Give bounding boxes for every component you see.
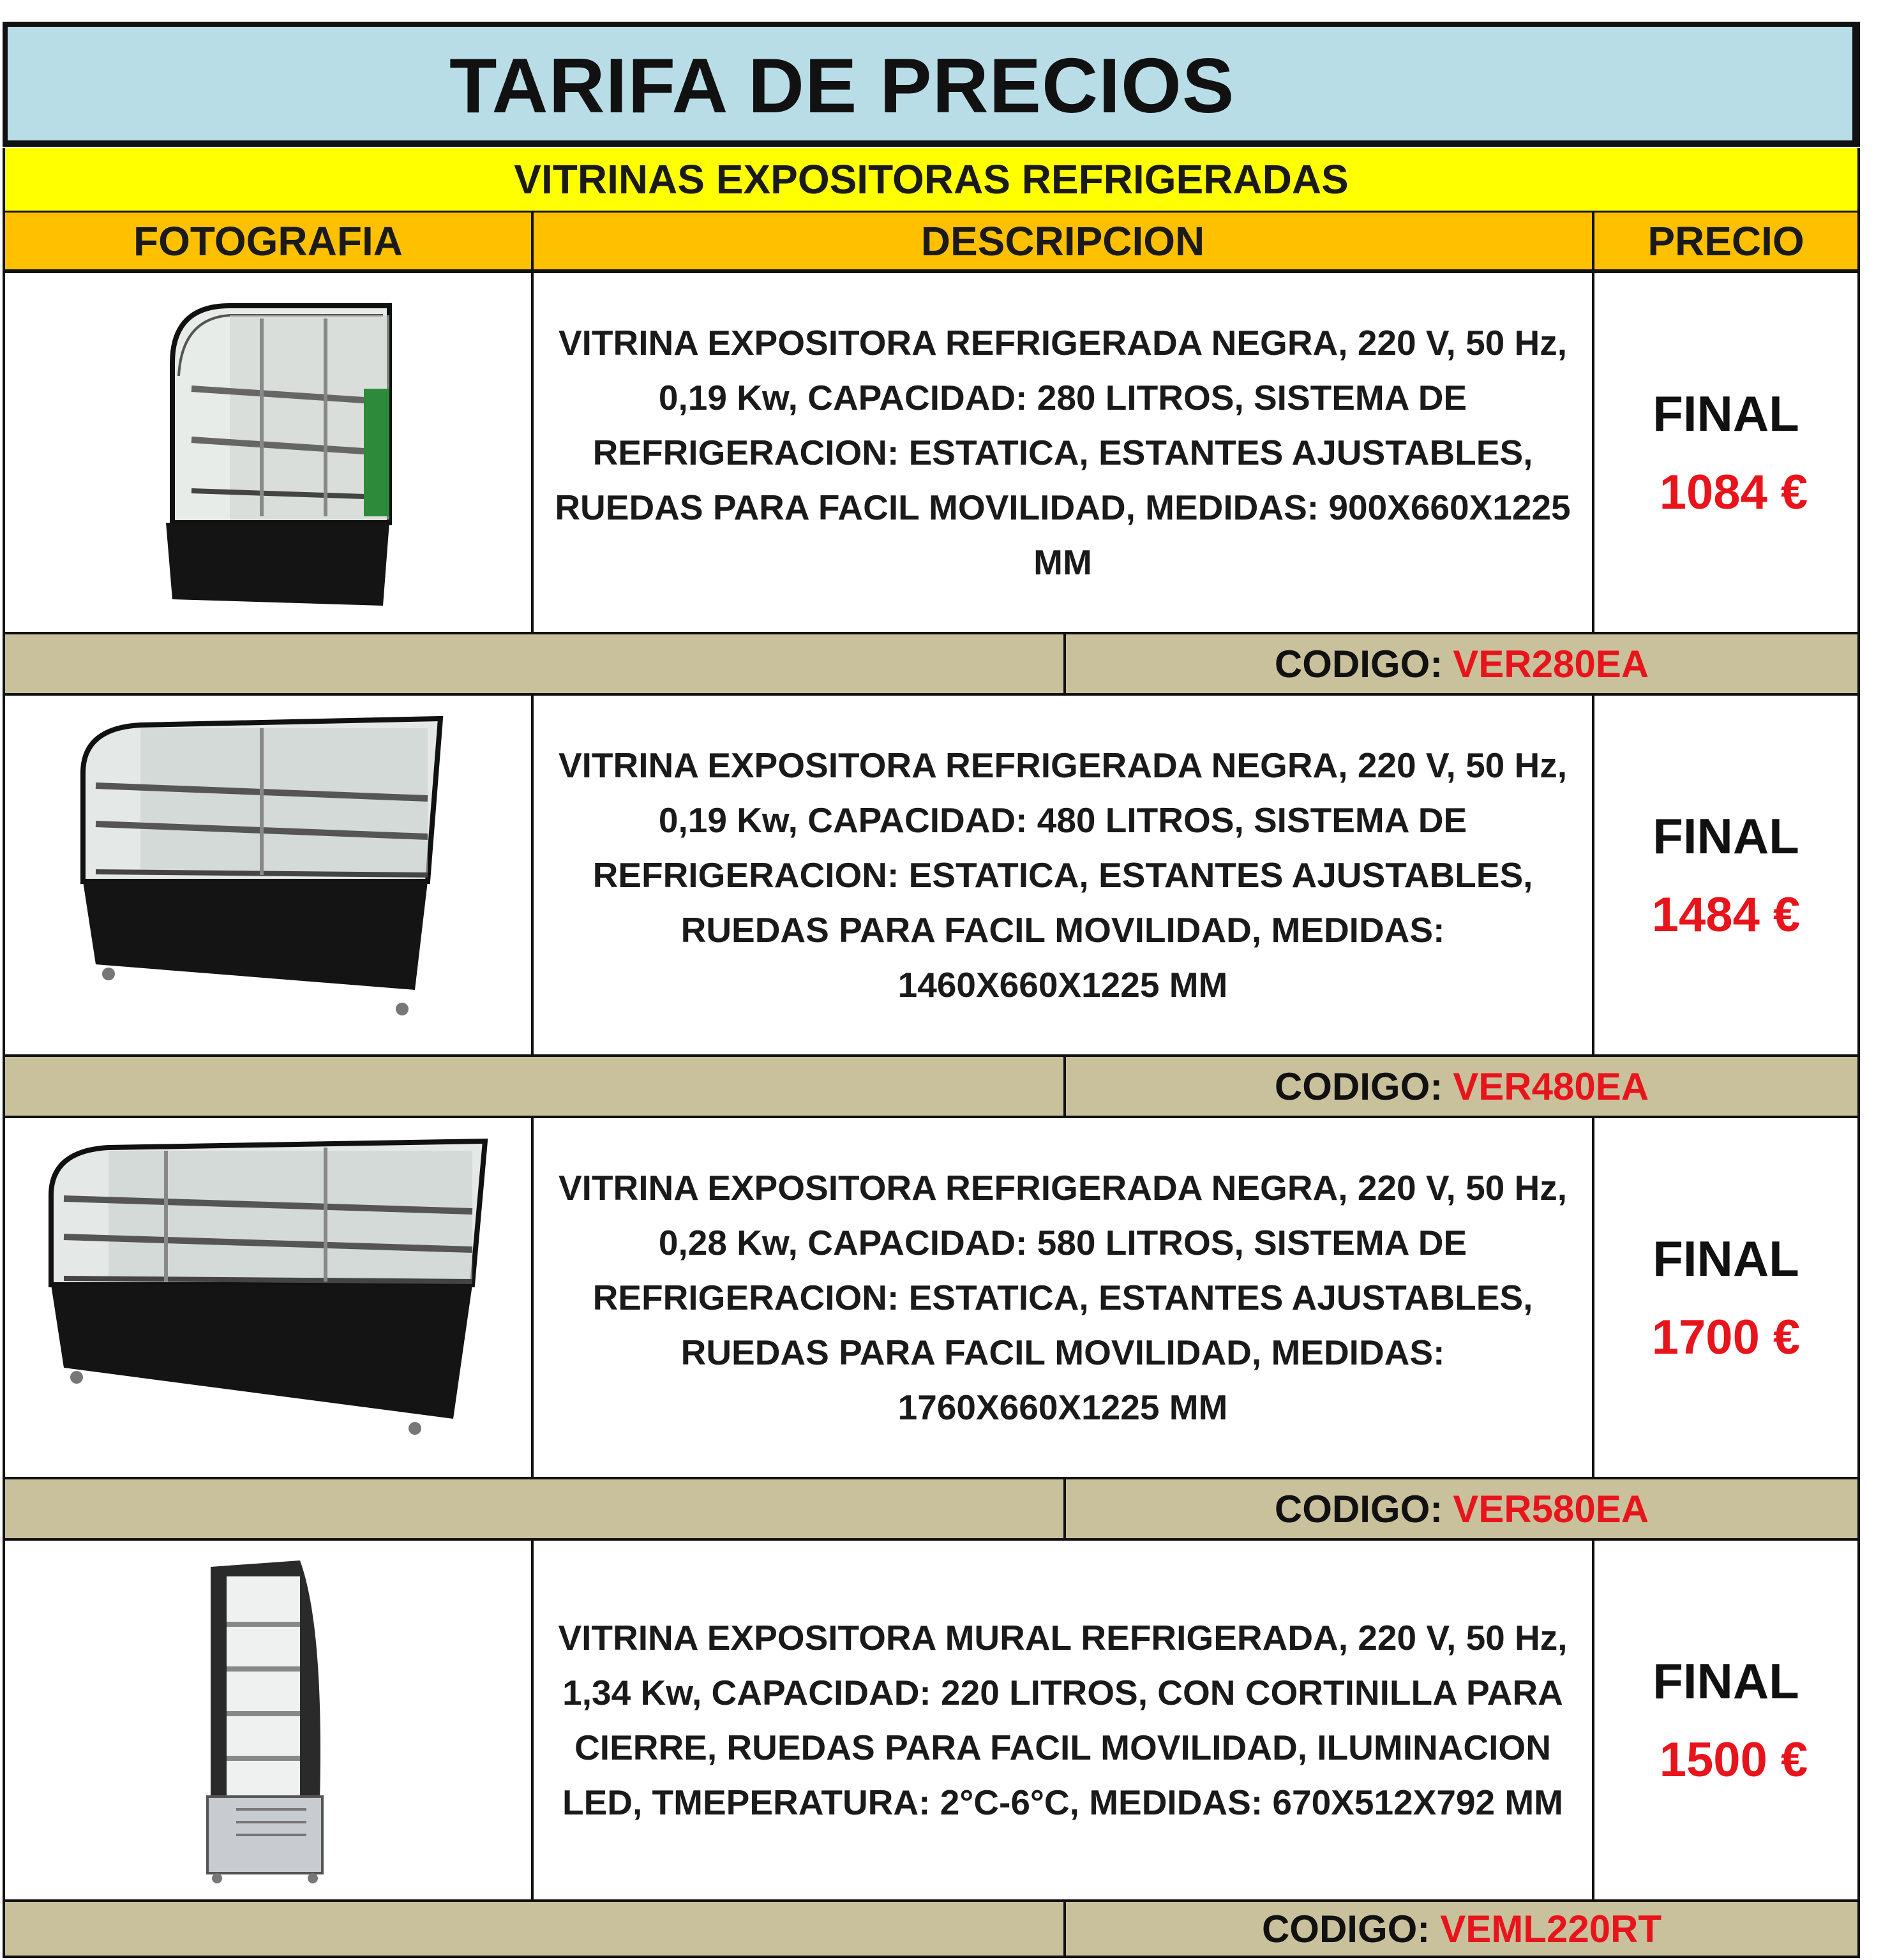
price-value: 1500 €	[1659, 1733, 1808, 1787]
product-photo-cell	[3, 1538, 534, 1902]
wall-refrigerated-display-icon	[198, 1554, 338, 1886]
product-price-cell	[1592, 271, 1860, 634]
product-description: VITRINA EXPOSITORA REFRIGERADA NEGRA, 220 V, 50 Hz, 0,19 Kw, CAPACIDAD: 480 LITROS, SISTEMA DE REFRIGERACION: ESTATICA, ESTANTES AJUSTABLES, RUEDAS PARA FACIL MOVILIDAD, MEDIDAS: 1460X660X1225 MM	[531, 693, 1594, 1057]
code-label: CODIGO:	[1274, 1487, 1443, 1530]
code-row-spacer	[3, 1054, 1066, 1118]
page-title: TARIFA DE PRECIOS	[449, 42, 1235, 129]
product-code	[1063, 632, 1860, 696]
title-banner	[3, 22, 1860, 147]
product-description: VITRINA EXPOSITORA REFRIGERADA NEGRA, 220 V, 50 Hz, 0,28 Kw, CAPACIDAD: 580 LITROS, SISTEMA DE REFRIGERACION: ESTATICA, ESTANTES AJUSTABLES, RUEDAS PARA FACIL MOVILIDAD, MEDIDAS: 1760X660X1225 MM	[531, 1116, 1594, 1479]
product-code	[1063, 1054, 1860, 1118]
code-label: CODIGO:	[1274, 1065, 1443, 1108]
code-value: VER480EA	[1453, 1065, 1649, 1108]
refrigerated-display-case-icon	[70, 715, 466, 1035]
price-label: FINAL	[1653, 385, 1799, 442]
column-header-description: DESCRIPCION	[531, 211, 1594, 272]
product-photo-cell	[3, 271, 534, 634]
refrigerated-display-case-icon	[38, 1138, 498, 1457]
code-value: VER280EA	[1453, 642, 1649, 685]
product-price-cell	[1592, 1538, 1860, 1902]
product-description: VITRINA EXPOSITORA REFRIGERADA NEGRA, 220 V, 50 Hz, 0,19 Kw, CAPACIDAD: 280 LITROS, SISTEMA DE REFRIGERACION: ESTATICA, ESTANTES AJUSTABLES, RUEDAS PARA FACIL MOVILIDAD, MEDIDAS: 900X660X1225 MM	[531, 271, 1594, 634]
price-label: FINAL	[1653, 808, 1799, 864]
product-photo-cell	[3, 693, 534, 1057]
product-code	[1063, 1899, 1860, 1958]
product-code	[1063, 1477, 1860, 1541]
product-photo-cell	[3, 1116, 534, 1479]
product-price-cell	[1592, 1116, 1860, 1479]
product-price-cell	[1592, 693, 1860, 1057]
code-label: CODIGO:	[1274, 642, 1443, 685]
price-label: FINAL	[1653, 1231, 1799, 1287]
column-header-photo: FOTOGRAFIA	[3, 211, 534, 272]
product-description: VITRINA EXPOSITORA MURAL REFRIGERADA, 220 V, 50 Hz, 1,34 Kw, CAPACIDAD: 220 LITROS, CON CORTINILLA PARA CIERRE, RUEDAS PARA FACIL MOVILIDAD, ILUMINACION LED, TMEPERATURA: 2°C-6°C, MEDIDAS: 670X512X792 MM	[531, 1538, 1594, 1902]
category-heading: VITRINAS EXPOSITORAS REFRIGERADAS	[3, 148, 1860, 211]
code-label: CODIGO:	[1261, 1907, 1430, 1950]
price-value: 1084 €	[1659, 465, 1808, 520]
price-label: FINAL	[1653, 1653, 1799, 1709]
code-row-spacer	[3, 632, 1066, 696]
column-header-price: PRECIO	[1592, 211, 1860, 272]
price-value: 1484 €	[1651, 888, 1801, 942]
code-row-spacer	[3, 1899, 1066, 1958]
code-row-spacer	[3, 1477, 1066, 1541]
refrigerated-display-case-icon	[134, 293, 402, 612]
price-value: 1700 €	[1651, 1310, 1801, 1365]
code-value: VER580EA	[1453, 1487, 1649, 1530]
code-value: VEML220RT	[1440, 1907, 1662, 1950]
